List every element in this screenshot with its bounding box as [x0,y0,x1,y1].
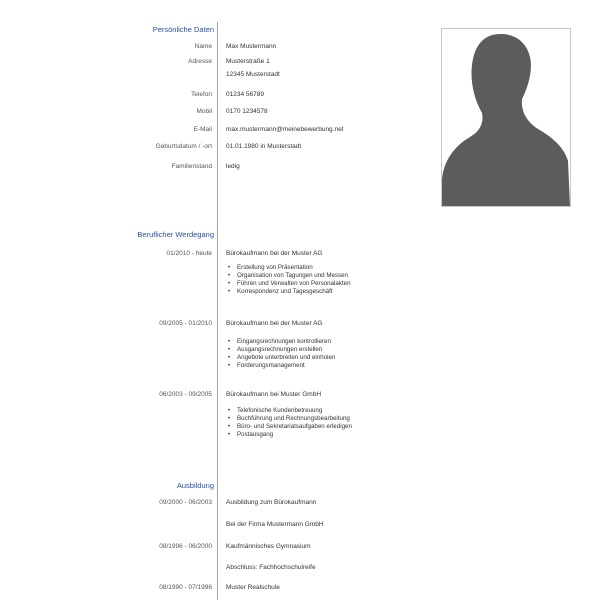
value-birth: 01.01.1980 in Musterstadt [226,143,302,150]
label-marital-status: Familienstand [171,163,212,170]
education-value-1: Ausbildung zum Bürokaufmann [226,499,317,506]
list-item: • Forderungsmanagement [228,362,335,370]
label-mobile: Mobil [196,108,212,115]
education-value-4: Abschluss: Fachhochschulreife [226,564,316,571]
list-item: • Telefonische Kundenbetreuung [228,407,352,415]
value-email: max.mustermann@meinebewerbung.net [226,126,344,133]
list-item: • Organisation von Tagungen und Messen [228,272,351,280]
career-tasks-3 [228,407,352,439]
list-item: • Postausgang [228,431,352,439]
career-period-2: 09/2005 - 01/2010 [159,320,212,327]
value-mobile: 0170 1234578 [226,108,268,115]
education-value-3: Kaufmännisches Gymnasium [226,543,311,550]
career-period-3: 06/2003 - 09/2005 [159,391,212,398]
value-address-city: 12345 Musterstadt [226,71,280,78]
section-title-personal: Persönliche Daten [152,25,214,34]
label-name: Name [194,43,212,50]
career-position-3: Bürokaufmann bei Muster GmbH [226,391,322,398]
value-address-street: Musterstraße 1 [226,58,270,65]
career-tasks-2 [228,338,335,370]
career-period-1: 01/2010 - heute [166,250,212,257]
education-value-5: Muster Realschule [226,584,280,591]
profile-photo [441,28,571,207]
education-value-2: Bei der Firma Mustermann GmbH [226,521,324,528]
list-item: • Ausgangsrechnungen erstellen [228,346,335,354]
label-birth: Geburtsdatum / -ort [155,143,212,150]
list-item: • Führen und Verwalten von Personalakten [228,280,351,288]
education-period-1: 09/2000 - 06/2003 [159,499,212,506]
section-title-education: Ausbildung [176,481,214,490]
person-silhouette-icon [442,29,570,206]
career-position-2: Bürokaufmann bei der Muster AG [226,320,323,327]
education-period-3: 08/1996 - 06/2000 [159,543,212,550]
list-item: • Erstellung von Präsentation [228,264,351,272]
label-phone: Telefon [191,91,212,98]
value-phone: 01234 56789 [226,91,264,98]
career-tasks-1 [228,264,351,296]
list-item: • Eingangsrechnungen kontrollieren [228,338,335,346]
list-item: • Korrespondenz und Tagesgeschäft [228,288,351,296]
column-divider [217,22,218,600]
section-title-career: Beruflicher Werdegang [137,230,214,239]
list-item: • Angebote unterbreiten und einholen [228,354,335,362]
career-position-1: Bürokaufmann bei der Muster AG [226,250,323,257]
value-marital-status: ledig [226,163,240,170]
value-name: Max Mustermann [226,43,277,50]
education-period-5: 08/1990 - 07/1996 [159,584,212,591]
label-email: E-Mail [193,126,212,133]
label-address: Adresse [188,58,212,65]
list-item: • Buchführung und Rechnungsbearbeitung [228,415,352,423]
list-item: • Büro- und Sekretariatsaufgaben erledigen [228,423,352,431]
